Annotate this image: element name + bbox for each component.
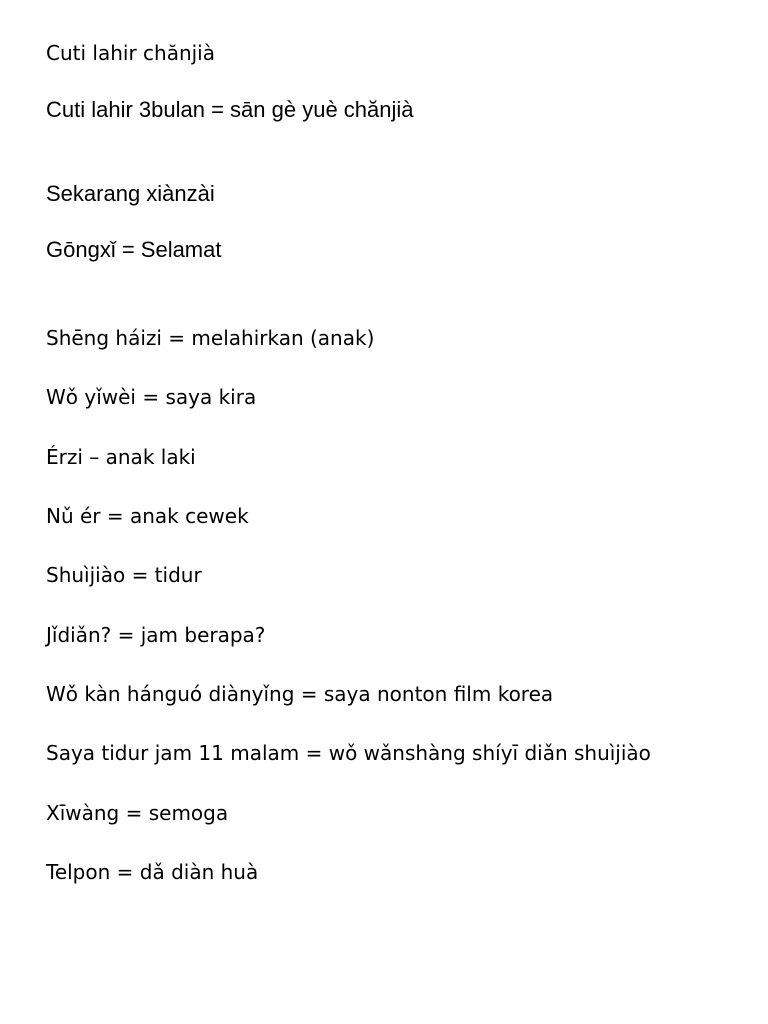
- note-line-telephone: Telpon = dǎ diàn huà: [46, 860, 259, 884]
- note-line-give-birth: Shēng háizi = melahirkan (anak): [46, 326, 375, 350]
- note-line-hope: Xīwàng = semoga: [46, 801, 229, 825]
- note-line-daughter: Nǔ ér = anak cewek: [46, 504, 249, 528]
- note-line-watch-film: Wǒ kàn hánguó diànyǐng = saya nonton film korea: [46, 682, 554, 706]
- note-line-congratulations: Gōngxǐ = Selamat: [46, 237, 222, 262]
- note-line-maternity-leave: Cuti lahir 3bulan = sān gè yuè chănjià: [46, 97, 414, 122]
- note-line-sleep: Shuìjiào = tidur: [46, 563, 202, 587]
- note-line-sleep-time: Saya tidur jam 11 malam = wǒ wǎnshàng shíyī diǎn shuìjiào: [46, 741, 651, 765]
- note-line-title: Cuti lahir chănjià: [46, 41, 215, 65]
- note-line-i-thought: Wǒ yǐwèi = saya kira: [46, 385, 257, 409]
- note-line-what-time: Jǐdiǎn? = jam berapa?: [46, 623, 266, 647]
- note-line-now: Sekarang xiànzài: [46, 181, 215, 206]
- note-line-son: Érzi – anak laki: [46, 445, 196, 469]
